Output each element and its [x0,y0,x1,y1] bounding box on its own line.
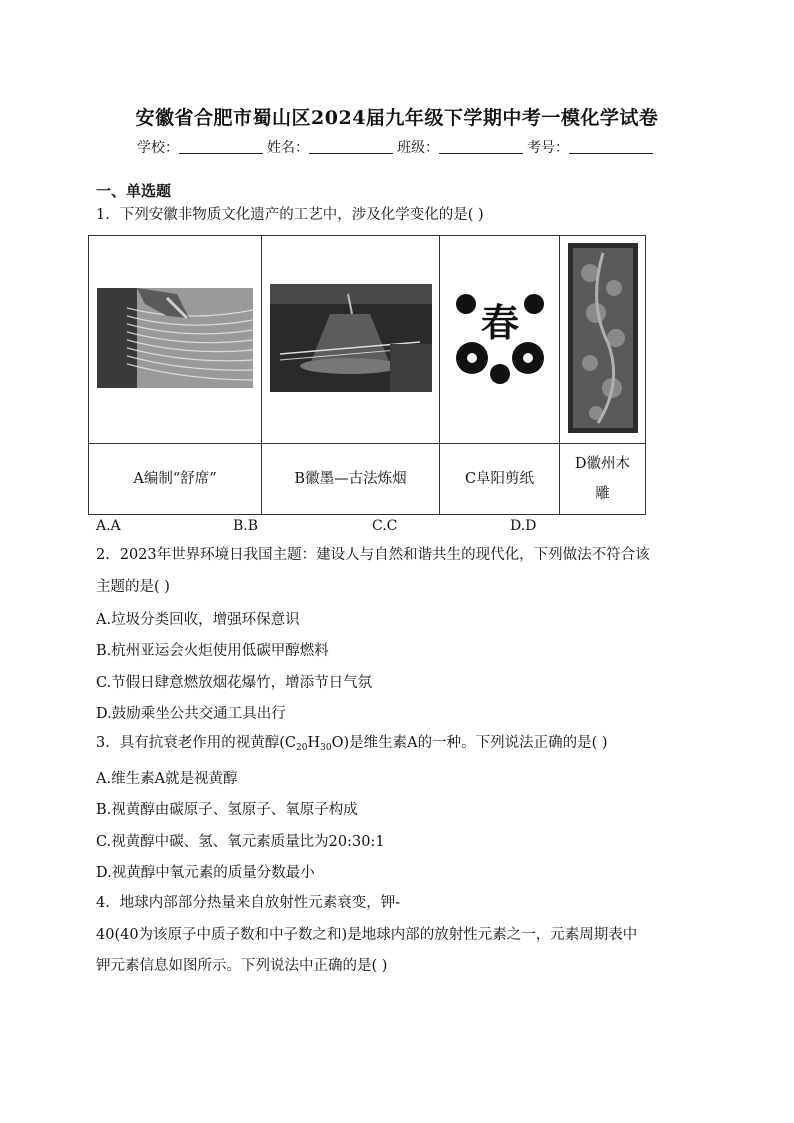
q3-stem-part2: )是维生素A的一种。下列说法正确的是( ) [343,735,608,751]
q2-option-c[interactable]: C.节假日肆意燃放烟花爆竹，增添节日气氛 [96,675,373,691]
question-1-stem: 1．下列安徽非物质文化遗产的工艺中，涉及化学变化的是( ) [96,207,484,223]
caption-a: A编制“舒席” [89,444,262,515]
ink-making-photo [270,284,432,392]
q2-option-d[interactable]: D.鼓励乘坐公共交通工具出行 [96,706,286,722]
question-2-line1: 2．2023年世界环境日我国主题：建设人与自然和谐共生的现代化，下列做法不符合该 [96,547,650,563]
caption-b: B徽墨—古法炼烟 [262,444,440,515]
q3-option-a[interactable]: A.维生素A就是视黄醇 [96,771,238,787]
q1-option-a[interactable]: A.A [96,518,121,534]
school-label: 学校： [137,140,179,156]
name-blank[interactable] [309,139,393,154]
number-blank[interactable] [569,139,653,154]
image-cell-b [262,236,440,444]
caption-d [560,444,646,515]
q3-stem-part1: 3．具有抗衰老作用的视黄醇( [96,735,285,751]
caption-c: C阜阳剪纸 [440,444,560,515]
class-blank[interactable] [439,139,523,154]
image-cell-c [440,236,560,444]
question-4-line1: 4．地球内部部分热量来自放射性元素衰变，钾- [96,895,401,911]
paper-cut-character: 春 [480,300,519,345]
weaving-photo [97,288,253,388]
name-label: 姓名： [267,140,309,156]
question-4-line3: 钾元素信息如图所示。下列说法中正确的是( ) [96,958,388,974]
q1-option-c[interactable]: C.C [372,518,398,534]
wood-carving-photo [568,243,638,433]
image-cell-d [560,236,646,444]
image-cell-a [89,236,262,444]
q1-option-b[interactable]: B.B [233,518,259,534]
school-blank[interactable] [179,139,263,154]
q2-option-b[interactable]: B.杭州亚运会火炬使用低碳甲醇燃料 [96,643,329,659]
number-label: 考号： [527,140,569,156]
q2-option-a[interactable]: A.垃圾分类回收，增强环保意识 [96,612,300,628]
q3-option-d[interactable]: D.视黄醇中氧元素的质量分数最小 [96,865,315,881]
q1-option-d[interactable]: D.D [510,518,537,534]
section-heading: 一、单选题 [96,182,172,200]
caption-d-line1: D徽州木 [574,456,631,472]
class-label: 班级： [397,140,439,156]
paper-cut-image [452,290,548,386]
question-1-image-table [88,235,646,515]
q3-option-b[interactable]: B.视黄醇由碳原子、氢原子、氧原子构成 [96,802,358,818]
question-3-stem [96,733,608,758]
q3-option-c[interactable]: C.视黄醇中碳、氢、氧元素质量比为20:30:1 [96,834,385,850]
caption-d-line2: 雕 [595,486,610,502]
retinol-formula: $C_{20}H_{30}O$ [284,735,344,753]
question-4-line2: 40(40为该原子中质子数和中子数之和)是地球内部的放射性元素之一，元素周期表中 [96,927,638,943]
exam-title: 安徽省合肥市蜀山区2024届九年级下学期中考一模化学试卷 [135,107,659,129]
question-2-line2: 主题的是( ) [96,579,170,595]
student-info-line [0,137,794,157]
